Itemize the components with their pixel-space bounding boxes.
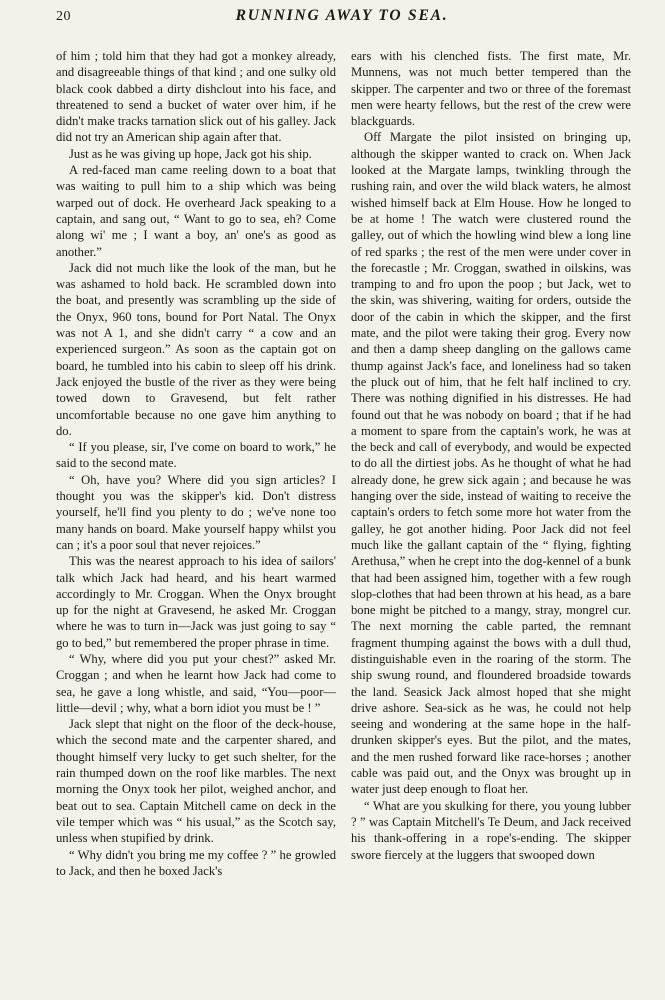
running-title: RUNNING AWAY TO SEA. bbox=[235, 7, 449, 24]
paragraph: “ Oh, have you? Where did you sign articles? I thought you was the skipper's kid. Don't distress yourself, he'll find you plenty to do ; we've none too many hands on board. Make yourself happy whilst you can ; it's a poor soul that never rejoices.” bbox=[56, 472, 336, 552]
paragraph: This was the nearest approach to his idea of sailors' talk which Jack had heard, and his heart warmed accordingly to Mr. Croggan. When the Onyx brought up for the night at Gravesend, he asked Mr. Croggan where he was to turn in—Jack was just going to say “ go to bed,” but remembered the proper phrase in time. bbox=[56, 554, 336, 650]
paragraph: “ Why didn't you bring me my coffee ? ” he growled to Jack, and then he boxed Jack's bbox=[56, 847, 336, 878]
paragraph: ears with his clenched fists. The first mate, Mr. Munnens, was not much better tempered than the skipper. The carpenter and two or three of the foremast men were hearty fellows, but the rest of the crew were blackguards. bbox=[351, 49, 631, 129]
paragraph: Jack did not much like the look of the man, but he was ashamed to hold back. He scrambled down into the boat, and presently was scrambling up the side of the Onyx, 960 tons, bound for Port Natal. The Onyx was not A 1, and she didn't carry “ a cow and an experienced surgeon.” As soon as the captain got on board, he tumbled into his cabin to sleep off his drink. Jack enjoyed the bustle of the river as they were being towed down to Gravesend, but felt rather uncomfortable because no one gave him anything to do. bbox=[56, 260, 336, 438]
paragraph: Jack slept that night on the floor of the deck-house, which the second mate and the carpenter shared, and thought himself very lucky to get such shelter, for the rain thumped down on the roof like marbles. The next morning the Onyx took her pilot, weighed anchor, and beat out to sea. Captain Mitchell came on deck in the vile temper which was “ his usual,” as the Scotch say, unless when stupified by drink. bbox=[56, 717, 336, 846]
text-columns bbox=[56, 48, 631, 992]
paragraph: A red-faced man came reeling down to a boat that was waiting to pull him to a ship which was being warped out of dock. He overheard Jack speaking to a captain, and sang out, “ Want to go to sea, eh? Come along wi' me ; I want a boy, an' one's as good as another.” bbox=[56, 163, 336, 259]
paragraph: “ What are you skulking for there, you young lubber ? ” was Captain Mitchell's Te Deum, and Jack received his thank-offering in a rope's-ending. The skipper swore fiercely at the luggers that swooped down bbox=[351, 798, 631, 862]
right-column bbox=[351, 48, 631, 992]
page-number: 20 bbox=[56, 9, 71, 24]
paragraph: “ Why, where did you put your chest?” asked Mr. Croggan ; and when he learnt how Jack had come to sea, he gave a long whistle, and said, “You—poor—little—devil ; why, what a born idiot you must be ! ” bbox=[56, 651, 336, 715]
paragraph: Just as he was giving up hope, Jack got his ship. bbox=[69, 146, 312, 161]
left-column bbox=[56, 48, 336, 992]
paragraph: of him ; told him that they had got a monkey already, and disagreeable things of that kind ; and one sulky old black cook dabbed a dirty dishclout into his face, and threatened to send a bucket of water over him, if he didn't make tracks tarnation slick out of his galley. Jack did not try an American ship again after that. bbox=[56, 49, 336, 145]
paragraph: Off Margate the pilot insisted on bringing up, although the skipper wanted to crack on. When Jack looked at the Margate lamps, twinkling through the rushing rain, and over the wild black waters, he almost wished himself back at Elm House. How he longed to be at home ! The watch were clustered round the galley, out of which the howling wind blew a long line of red sparks ; the rest of the men were under cover in the forecastle ; Mr. Croggan, swathed in oilskins, was tramping to and fro upon the poop ; but Jack, wet to the skin, was shivering, waiting for orders, outside the door of the cabin in which the skipper, and the first mate, and the pilot were taking their grog. Every now and then a damp sheep dangling on the gallows came thump against Jack's face, and loneliness had so taken the pluck out of him, that he felt half inclined to cry. There was nothing dignified in his distresses. He had found out that he was nobody on board ; that if he had a moment to spare from the captain's work, he was at the beck and call of everybody, and would be expected to do all the dirtiest jobs. As he thought of what he had already done, he grew sick again ; and because he was hanging over the side, instead of waiting to receive the captain's orders to fetch some more hot water from the galley, he got another hiding. Poor Jack did not feel much like the gallant captain of the “ flying, fighting Arethusa,” when he crept into the dog-kennel of a bunk that had been assigned him, together with a few rough slop-clothes that had been thrown at his head, as a bare bone might be pitched to a mangy, stray, mongrel cur. The next morning the cable parted, the remnant fragment thumping against the bows with a dull thud, distinguishable even in the roaring of the storm. The ship swung round, and floundered broadside towards the land. Seasick Jack almost hoped that she might drive ashore. Sea-sick as he was, he could not help seeing and wondering at the same hope in the half-drunken skipper's eyes. But the pilot, and the mates, and the men rushed forward like race-horses ; another cable was paid out, and the Onyx was brought up in water just deep enough to float her. bbox=[351, 130, 631, 797]
page-header bbox=[56, 6, 628, 36]
paragraph: “ If you please, sir, I've come on board to work,” he said to the second mate. bbox=[56, 440, 336, 471]
